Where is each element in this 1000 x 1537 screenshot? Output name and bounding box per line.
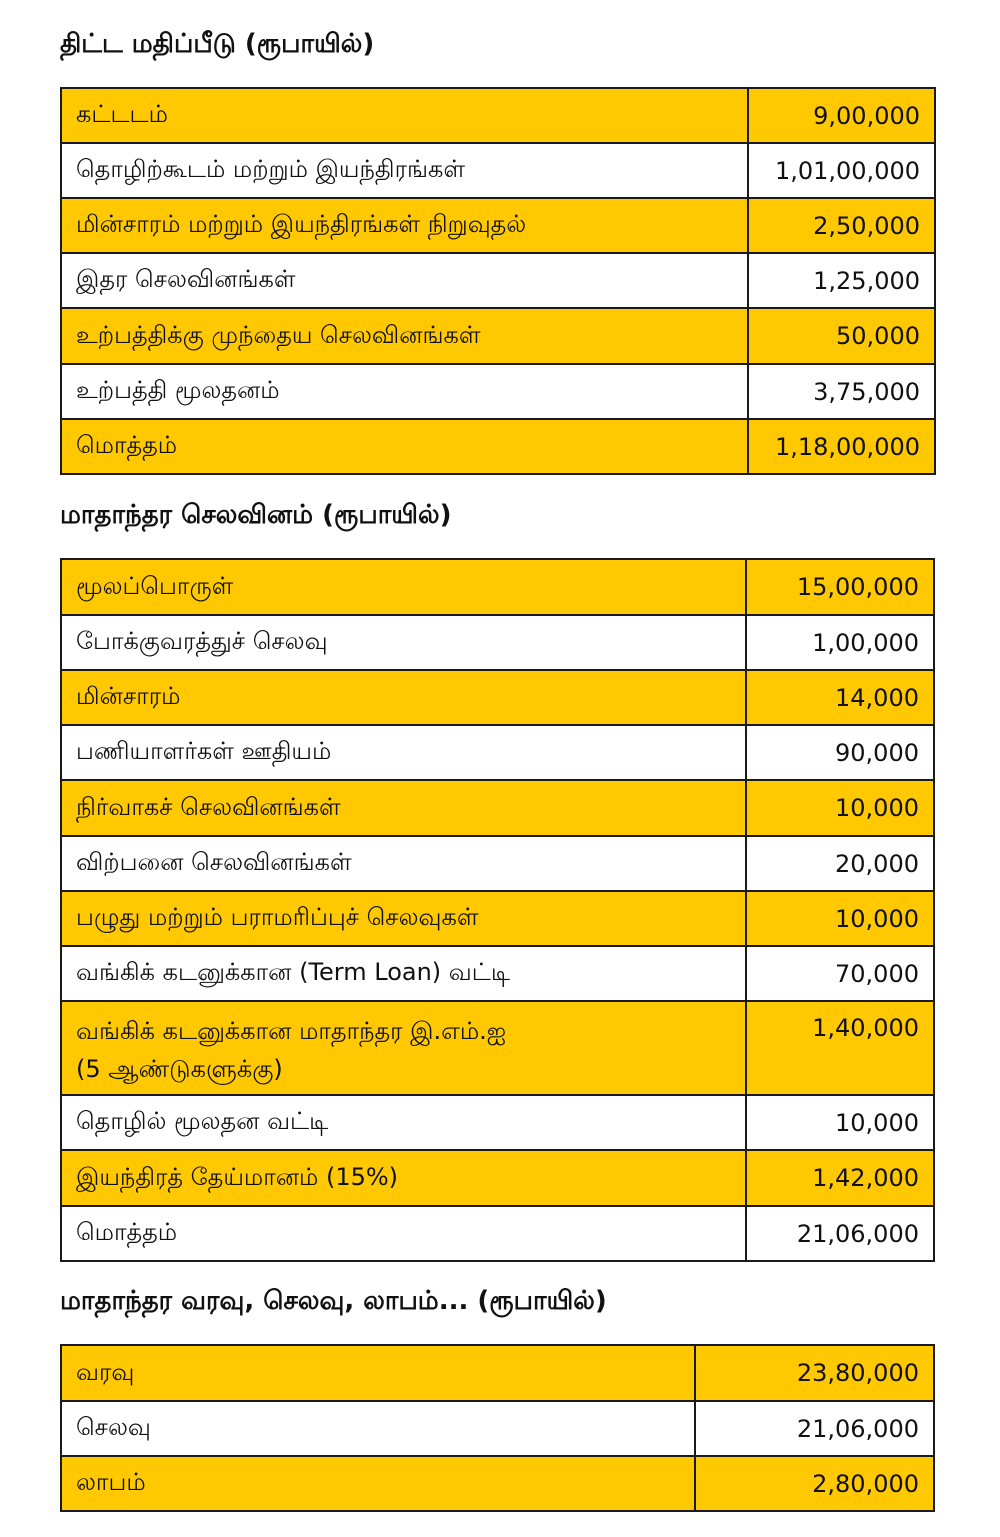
monthly-summary-table [60, 1344, 935, 1512]
row-value: 2,50,000 [748, 198, 935, 253]
row-label: வங்கிக் கடனுக்கான மாதாந்தர இ.எம்.ஐ [76, 1017, 507, 1045]
table-row-total [61, 1206, 934, 1261]
row-label: மின்சாரம் மற்றும் இயந்திரங்கள் நிறுவுதல் [61, 198, 748, 253]
row-value: 3,75,000 [748, 364, 935, 419]
row-value: 1,40,000 [746, 1001, 934, 1095]
row-value: 70,000 [746, 946, 934, 1001]
row-label: விற்பனை செலவினங்கள் [61, 836, 746, 891]
row-value: 90,000 [746, 725, 934, 780]
row-value: 21,06,000 [746, 1206, 934, 1261]
row-label: வரவு [61, 1345, 695, 1401]
row-label: கட்டடம் [61, 88, 748, 143]
row-label: மொத்தம் [61, 1206, 746, 1261]
row-value: 1,25,000 [748, 253, 935, 308]
table-row [61, 1095, 934, 1150]
row-label: பணியாளர்கள் ஊதியம் [61, 725, 746, 780]
row-label: வங்கிக் கடனுக்கான (Term Loan) வட்டி [61, 946, 746, 1001]
table-row [61, 1001, 934, 1095]
monthly-expense-title: மாதாந்தர செலவினம் (ரூபாயில்) [60, 500, 452, 530]
table-row [61, 780, 934, 836]
table-row-total [61, 419, 935, 474]
row-label: மின்சாரம் [61, 670, 746, 725]
row-label: நிர்வாகச் செலவினங்கள் [61, 780, 746, 836]
row-label: போக்குவரத்துச் செலவு [61, 615, 746, 670]
table-row [61, 364, 935, 419]
row-value: 23,80,000 [695, 1345, 934, 1401]
row-value: 21,06,000 [695, 1401, 934, 1456]
table-row [61, 308, 935, 364]
table-row [61, 143, 935, 198]
table-row [61, 1150, 934, 1206]
row-value: 1,18,00,000 [748, 419, 935, 474]
table-row [61, 1345, 934, 1401]
table-row [61, 891, 934, 946]
row-label: இதர செலவினங்கள் [61, 253, 748, 308]
row-value: 14,000 [746, 670, 934, 725]
row-label: உற்பத்திக்கு முந்தைய செலவினங்கள் [61, 308, 748, 364]
row-label: இயந்திரத் தேய்மானம் (15%) [61, 1150, 746, 1206]
table-row [61, 559, 934, 615]
table-row [61, 198, 935, 253]
row-label: லாபம் [61, 1456, 695, 1511]
table-row [61, 88, 935, 143]
project-estimate-table [60, 87, 936, 475]
row-label: பழுது மற்றும் பராமரிப்புச் செலவுகள் [61, 891, 746, 946]
monthly-expense-table [60, 558, 935, 1262]
row-value: 1,00,000 [746, 615, 934, 670]
row-value: 1,01,00,000 [748, 143, 935, 198]
row-value: 9,00,000 [748, 88, 935, 143]
row-value: 50,000 [748, 308, 935, 364]
table-row [61, 946, 934, 1001]
row-label: மூலப்பொருள் [61, 559, 746, 615]
row-value: 10,000 [746, 891, 934, 946]
row-value: 10,000 [746, 780, 934, 836]
table-row [61, 253, 935, 308]
row-label: தொழில் மூலதன வட்டி [61, 1095, 746, 1150]
row-label: செலவு [61, 1401, 695, 1456]
row-label-multiline [61, 1001, 746, 1095]
table-row [61, 1401, 934, 1456]
row-label: தொழிற்கூடம் மற்றும் இயந்திரங்கள் [61, 143, 748, 198]
row-label: உற்பத்தி மூலதனம் [61, 364, 748, 419]
table-row [61, 670, 934, 725]
table-row-total [61, 1456, 934, 1511]
row-value: 2,80,000 [695, 1456, 934, 1511]
row-value: 1,42,000 [746, 1150, 934, 1206]
row-label-line2: (5 ஆண்டுகளுக்கு) [76, 1055, 283, 1083]
project-estimate-title: திட்ட மதிப்பீடு (ரூபாயில்) [60, 29, 375, 59]
table-row [61, 836, 934, 891]
row-value: 10,000 [746, 1095, 934, 1150]
table-row [61, 615, 934, 670]
row-value: 15,00,000 [746, 559, 934, 615]
row-label: மொத்தம் [61, 419, 748, 474]
row-value: 20,000 [746, 836, 934, 891]
monthly-summary-title: மாதாந்தர வரவு, செலவு, லாபம்... (ரூபாயில்) [60, 1286, 607, 1316]
table-row [61, 725, 934, 780]
